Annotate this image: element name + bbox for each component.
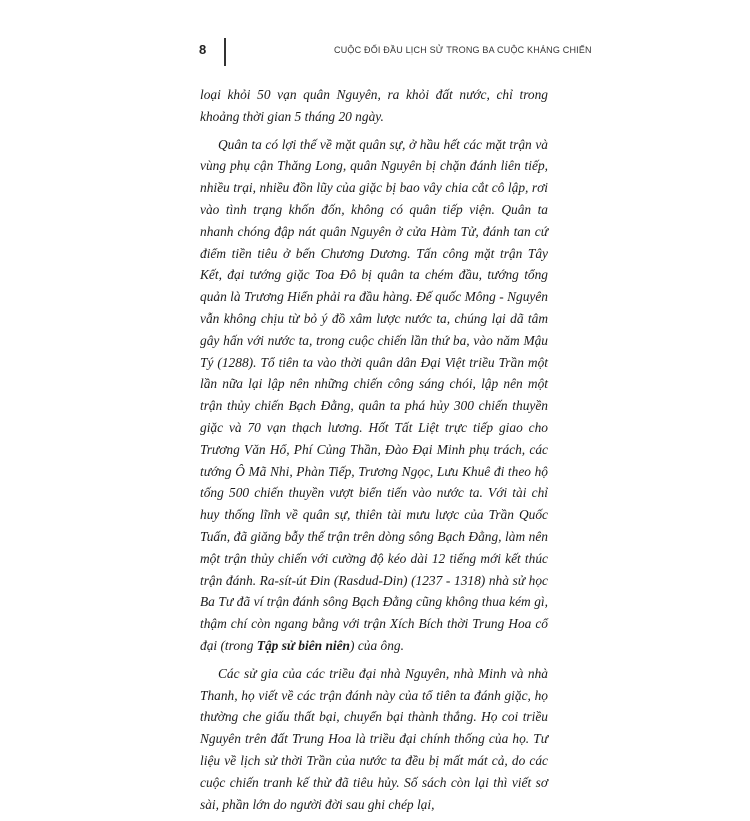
paragraph-2-text: Quân ta có lợi thế về mặt quân sự, ở hầu hết các mặt trận và vùng phụ cận Thăng Long, quân Nguyên bị chặn đánh liên tiếp, nhiều trại, nhiều đồn lũy của giặc bị bao vây chia cắt cô lập, rơi vào tình trạng khốn đốn, không có quân tiếp viện. Quân ta nhanh chóng đập nát quân Nguyên ở cửa Hàm Tử, đánh tan cứ điểm tiền tiêu ở bến Chương Dương. Tấn công mặt trận Tây Kết, đại tướng giặc Toa Đô bị quân ta chém đầu, tướng tổng quản là Trương Hiển phải ra đầu hàng. Đế quốc Mông - Nguyên vẫn không chịu từ bỏ ý đồ xâm lược nước ta, chúng lại dã tâm gây hấn với nước ta, trong cuộc chiến lần thứ ba, vào năm Mậu Tý (1288). Tổ tiên ta vào thời quân dân Đại Việt triều Trần một lần nữa lại lập nên những chiến công sáng chói, lập nên một trận thủy chiến Bạch Đằng, quân ta phá hủy 300 chiến thuyền giặc và 70 vạn thạch lương. Hốt Tất Liệt trực tiếp giao cho Trương Văn Hổ, Phí Củng Thần, Đào Đại Minh phụ trách, các tướng Ô Mã Nhi, Phàn Tiếp, Trương Ngọc, Lưu Khuê đi theo hộ tống 500 chiến thuyền vượt biển tiến vào nước ta. Với tài chỉ huy thống lĩnh về quân sự, thiên tài mưu lược của Trần Quốc Tuấn, đã giăng bẫy thế trận trên dòng sông Bạch Đằng, làm nên một trận thủy chiến với cường độ kéo dài 12 tiếng mới kết thúc trận đánh. Ra-sít-út Đin (Rasdud-Din) (1237 - 1318) nhà sử học Ba Tư đã ví trận đánh sông Bạch Đằng cũng không thua kém gì, thậm chí còn ngang bằng với trận Xích Bích thời Trung Hoa cổ đại (trong (200, 136, 548, 653)
header-divider (224, 38, 226, 66)
book-title-reference: Tập sử biên niên (256, 637, 351, 653)
paragraph-2 (200, 134, 548, 657)
paragraph-1: loại khỏi 50 vạn quân Nguyên, ra khỏi đất nước, chỉ trong khoảng thời gian 5 tháng 20 ngày. (200, 87, 548, 124)
page-number: 8 (199, 42, 207, 57)
body-text (200, 84, 548, 821)
running-header-title: CUỘC ĐỐI ĐẦU LỊCH SỬ TRONG BA CUỘC KHÁNG CHIẾN (334, 45, 592, 55)
paragraph-2-end: ) của ông. (350, 637, 404, 653)
paragraph-3: Các sử gia của các triều đại nhà Nguyên, nhà Minh và nhà Thanh, họ viết về các trận đánh này của tổ tiên ta đánh giặc, họ thường che giấu thất bại, chuyển bại thành thắng. Họ coi triều Nguyên trên đất Trung Hoa là triều đại chính thống của họ. Tư liệu về lịch sử thời Trần của nước ta đều bị mất mát cả, do các cuộc chiến tranh kế thừ đã tiêu hủy. Số sách còn lại thì viết sơ sài, phần lớn do người đời sau ghi chép lại, (200, 665, 548, 812)
